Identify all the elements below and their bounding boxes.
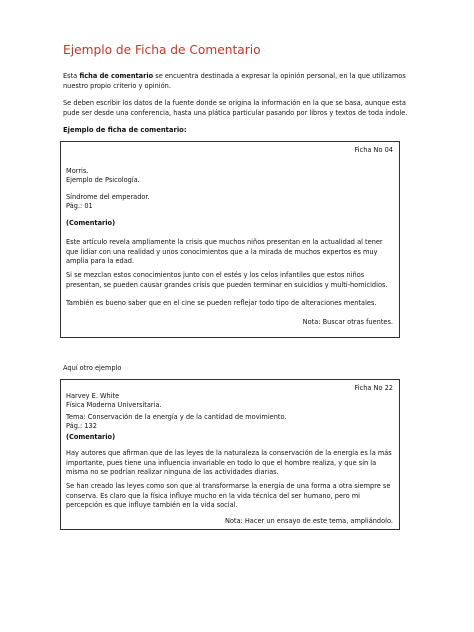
- ficha-work: Física Moderna Universitaria.: [66, 401, 162, 409]
- example-subheading: Ejemplo de ficha de comentario:: [63, 126, 187, 134]
- document-title: Ejemplo de Ficha de Comentario: [63, 43, 261, 57]
- comment-label: (Comentario): [66, 219, 116, 227]
- ficha-page: Pág.: 01: [66, 202, 93, 210]
- intro-paragraph-1: [63, 72, 423, 91]
- comment-paragraph-2: Se han creado las leyes como son que al transformarse la energía de una forma a otra siempre se conserva. Es claro que la física influye mucho en la vida técnica del ser humano, pero mi percepción es que influye también en la vida social.: [66, 482, 391, 510]
- intro-paragraph-2: Se deben escribir los datos de la fuente donde se origina la información en la que se basa, aunque esta pude ser desde una conferencia, hasta una plática particular pasando por libros y textos de toda índole.: [63, 99, 408, 117]
- comment-label: (Comentario): [66, 433, 116, 441]
- ficha-number: Ficha No 22: [354, 384, 393, 392]
- ficha-topic: Síndrome del emperador.: [66, 193, 150, 201]
- ficha-card-2: [60, 379, 400, 530]
- ficha-note: Nota: Hacer un ensayo de este tema, ampliándolo.: [224, 517, 393, 525]
- ficha-topic: Tema: Conservación de la energía y de la cantidad de movimiento.: [66, 413, 287, 421]
- comment-paragraph-3: También es bueno saber que en el cine se pueden reflejar todo tipo de alteraciones mentales.: [66, 299, 377, 307]
- ficha-number: Ficha No 04: [354, 146, 393, 154]
- ficha-author: Morris.: [66, 167, 89, 175]
- comment-paragraph-2: Si se mezclan estos conocimientos junto con el estés y los celos infantiles que estos niños presentan, se pueden causar grandes crisis que pueden terminar en suicidios y multi-homicidios.: [66, 271, 388, 289]
- ficha-work: Ejemplo de Psicología.: [66, 176, 140, 184]
- comment-paragraph-1: Este artículo revela ampliamente la crisis que muchos niños presentan en la actualidad al tener que lidiar con una realidad y unos conocimientos que a la mirada de muchos expertos es muy amplia para la edad.: [66, 238, 383, 266]
- intro-text-start: Esta: [63, 72, 80, 80]
- between-text: Aquí otro ejemplo: [63, 364, 122, 372]
- intro-bold-term: ficha de comentario: [79, 72, 154, 80]
- ficha-card-1: [60, 141, 400, 338]
- intro-text-end: se encuentra destinada a expresar la opinión personal, en la que utilizamos nuestro propio criterio y opinión.: [63, 72, 406, 90]
- ficha-page: Pág.: 132: [66, 422, 97, 430]
- ficha-author: Harvey E. White: [66, 392, 120, 400]
- ficha-note: Nota: Buscar otras fuentes.: [302, 318, 393, 326]
- comment-paragraph-1: Hay autores que afirman que de las leyes de la naturaleza la conservación de la energía es la más importante, pues tiene una influencia invariable en todo lo que el hombre realiza, y que sin la misma no se podrían realizar ninguna de las actividades diarias.: [66, 449, 392, 477]
